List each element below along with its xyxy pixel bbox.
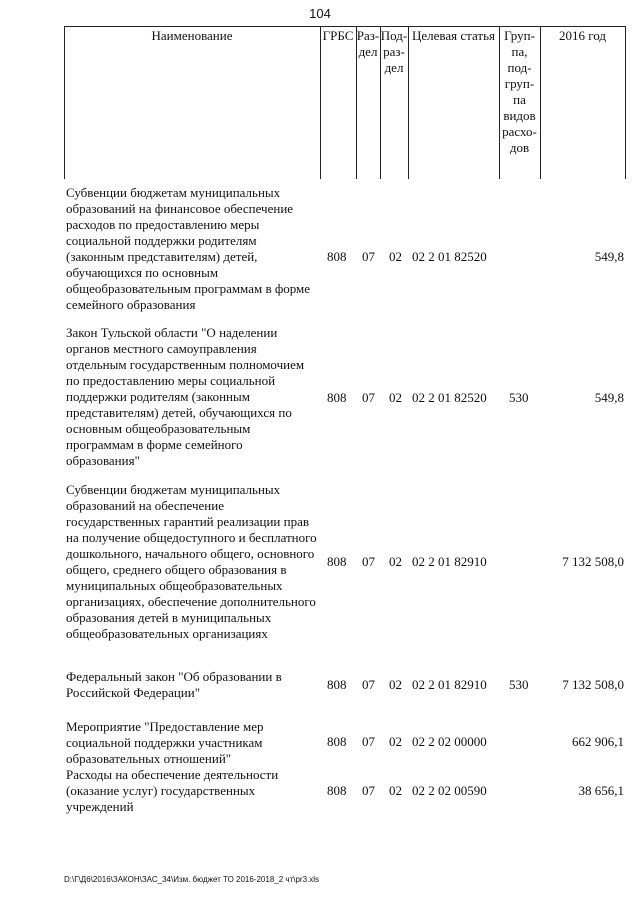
header-razdel: Раз- дел [356, 28, 380, 59]
row-podrazdel: 02 [389, 390, 402, 405]
row-podrazdel: 02 [389, 783, 402, 798]
column-divider [320, 26, 321, 179]
header-podrazdel: Под- раз- дел [380, 28, 408, 75]
header-year: 2016 год [559, 28, 606, 43]
row-razdel: 07 [362, 734, 375, 749]
row-razdel: 07 [362, 783, 375, 798]
row-grbs: 808 [327, 249, 347, 264]
row-podrazdel: 02 [389, 249, 402, 264]
row-name: Закон Тульской области "О наделении органов местного самоуправления отдельным государственным полномочием по предоставлению меры социальной поддержки родителям (законным представителям) детей, обучающихся по основным общеобразовательным программам в форме семейного образования" [66, 325, 305, 468]
column-divider [64, 26, 65, 179]
row-sum: 662 906,1 [572, 734, 624, 749]
row-podrazdel: 02 [389, 554, 402, 569]
page-number: 104 [309, 6, 331, 21]
footer-file-path: D:\Г\Д6\2016\ЗАКОН\ЗАС_34\Изм. бюджет ТО 2016-2018_2 чт\pr3.xls [64, 875, 320, 884]
row-grbs: 808 [327, 734, 347, 749]
header-target: Целевая статья [411, 28, 495, 43]
row-razdel: 07 [362, 554, 375, 569]
column-divider [625, 26, 626, 179]
row-target: 02 2 02 00000 [412, 734, 487, 749]
header-name: Наименование [151, 28, 233, 43]
header-group: Груп- па, под- груп- па видов расхо- дов [502, 28, 537, 155]
row-target: 02 2 01 82520 [412, 249, 487, 264]
row-name: Расходы на обеспечение деятельности (оказание услуг) государственных учреждений [66, 767, 279, 814]
column-divider [408, 26, 409, 179]
row-group: 530 [509, 677, 529, 692]
row-grbs: 808 [327, 554, 347, 569]
row-sum: 7 132 508,0 [562, 554, 624, 569]
row-target: 02 2 02 00590 [412, 783, 487, 798]
row-razdel: 07 [362, 390, 375, 405]
row-sum: 549,8 [594, 249, 624, 264]
row-target: 02 2 01 82910 [412, 554, 487, 569]
row-name: Мероприятие "Предоставление мер социальной поддержки участникам образовательных отношений" [66, 719, 264, 766]
column-divider [540, 26, 541, 179]
row-sum: 7 132 508,0 [562, 677, 624, 692]
row-podrazdel: 02 [389, 734, 402, 749]
row-name: Федеральный закон "Об образовании в Российской Федерации" [66, 669, 282, 700]
row-target: 02 2 01 82520 [412, 390, 487, 405]
row-grbs: 808 [327, 677, 347, 692]
row-group: 530 [509, 390, 529, 405]
row-razdel: 07 [362, 249, 375, 264]
row-name: Субвенции бюджетам муниципальных образований на финансовое обеспечение расходов по предоставлению меры социальной поддержки родителям (законным представителям) детей, обучающихся по основным общеобразовательным программам в форме семейного образования [66, 185, 311, 312]
row-target: 02 2 01 82910 [412, 677, 487, 692]
row-grbs: 808 [327, 390, 347, 405]
row-razdel: 07 [362, 677, 375, 692]
row-podrazdel: 02 [389, 677, 402, 692]
row-sum: 549,8 [594, 390, 624, 405]
row-grbs: 808 [327, 783, 347, 798]
table-header-frame [64, 26, 626, 180]
row-name: Субвенции бюджетам муниципальных образований на обеспечение государственных гарантий реализации прав на получение общедоступного и бесплатного дошкольного, начального общего, основного общего, среднего общего образования в муниципальных общеобразовательных организациях, обеспечение дополнительного образования детей в муниципальных общеобразовательных организациях [66, 482, 317, 641]
header-grbs: ГРБС [322, 28, 354, 43]
row-sum: 38 656,1 [578, 783, 624, 798]
